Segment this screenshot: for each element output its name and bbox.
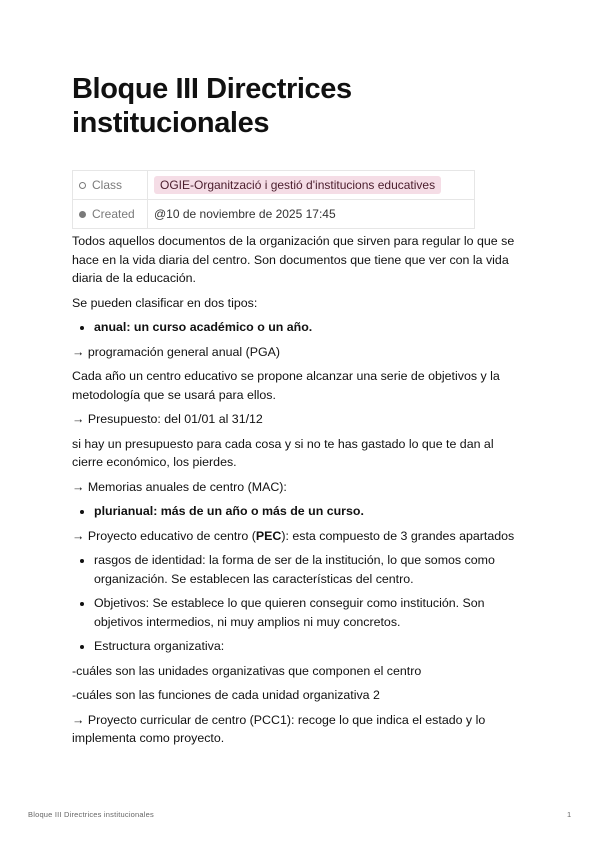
list-item: • rasgos de identidad: la forma de ser de la institución, lo que somos como organización. Se establecen las características del centro. xyxy=(94,551,522,588)
paragraph: Se pueden clasificar en dos tipos: xyxy=(72,295,258,310)
list-item: • Estructura organizativa: xyxy=(94,637,522,656)
paragraph: Cada año un centro educativo se propone alcanzar una serie de objetivos y la metodología que se usará para ellos. xyxy=(72,369,500,402)
paragraph: -cuáles son las unidades organizativas que componen el centro xyxy=(72,663,422,678)
paragraph: → Memorias anuales de centro (MAC): xyxy=(72,479,287,494)
paragraph: → Proyecto educativo de centro (PEC): esta compuesto de 3 grandes apartados xyxy=(72,528,515,543)
bullet-list xyxy=(72,318,522,337)
list-item: • plurianual: más de un año o más de un curso. xyxy=(94,502,522,521)
bullet-list xyxy=(72,502,522,521)
paragraph: Todos aquellos documentos de la organización que sirven para regular lo que se hace en la vida diaria del centro. Son documentos que tiene que ver con la vida diaria de la educación. xyxy=(72,234,515,285)
page-number: 1 xyxy=(567,810,572,819)
paragraph: si hay un presupuesto para cada cosa y si no te has gastado lo que te dan al cierre económico, los pierdes. xyxy=(72,436,494,469)
document-body xyxy=(72,232,522,754)
clock-icon xyxy=(79,211,86,218)
created-value: @10 de noviembre de 2025 17:45 xyxy=(154,207,336,221)
property-row-class xyxy=(73,171,475,200)
bullet-list xyxy=(72,551,522,656)
list-item: • Objetivos: Se establece lo que quieren conseguir como institución. Son objetivos intermedios, ni muy amplios ni muy concretos. xyxy=(94,594,522,631)
footer-title: Bloque III Directrices institucionales xyxy=(28,810,154,819)
target-icon xyxy=(79,182,86,189)
properties-table xyxy=(72,170,475,229)
page-title: Bloque III Directrices institucionales xyxy=(72,73,352,139)
list-item: • anual: un curso académico o un año. xyxy=(94,318,522,337)
class-tag[interactable]: OGIE-Organització i gestió d'institucions educatives xyxy=(154,176,441,194)
paragraph: -cuáles son las funciones de cada unidad organizativa 2 xyxy=(72,688,380,702)
paragraph: → Presupuesto: del 01/01 al 31/12 xyxy=(72,412,263,426)
class-label: Class xyxy=(92,178,123,192)
property-row-created xyxy=(73,200,475,229)
paragraph: → programación general anual (PGA) xyxy=(72,344,280,359)
created-label: Created xyxy=(92,207,135,221)
paragraph: → Proyecto curricular de centro (PCC1): recoge lo que indica el estado y lo implementa como proyecto. xyxy=(72,712,486,745)
